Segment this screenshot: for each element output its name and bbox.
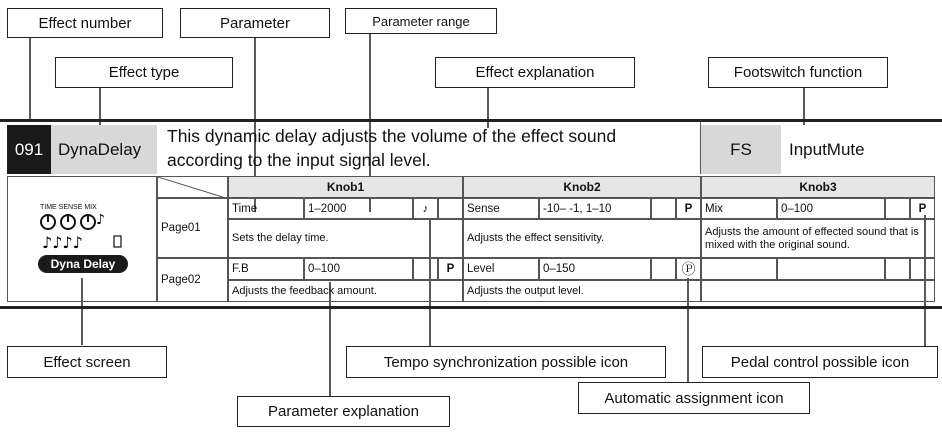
effect-type: DynaDelay (51, 125, 157, 174)
pedal-control-icon: P (910, 198, 935, 219)
callout-effect-number: Effect number (7, 8, 163, 38)
callout-pedal-control-icon: Pedal control possible icon (702, 346, 938, 378)
knob2-header: Knob2 (463, 176, 701, 198)
callout-footswitch-function: Footswitch function (708, 57, 888, 88)
tempo-sync-flag (413, 258, 438, 280)
tempo-sync-flag (651, 198, 676, 219)
parameter-name: Level (463, 258, 539, 280)
svg-text:♪: ♪ (96, 212, 105, 228)
screen-knob-labels: TIME SENSE MIX (40, 204, 97, 211)
parameter-range (777, 258, 885, 280)
parameter-explanation: Adjusts the amount of effected sound that is mixed with the original sound. (701, 219, 935, 258)
pedal-control-icon: P (676, 198, 701, 219)
callout-parameter-range: Parameter range (345, 8, 497, 34)
parameter-explanation: Adjusts the output level. (463, 280, 701, 302)
pedal-control-flag (438, 198, 463, 219)
tempo-sync-flag (885, 198, 910, 219)
parameter-name: Mix (701, 198, 777, 219)
knob3-header: Knob3 (701, 176, 935, 198)
effect-screen (38, 204, 132, 276)
svg-text:♪♪♪♪: ♪♪♪♪ (42, 233, 83, 252)
automatic-assignment-icon: Ⓟ (676, 258, 701, 280)
parameter-range: -10– -1, 1–10 (539, 198, 651, 219)
parameter-explanation: Adjusts the effect sensitivity. (463, 219, 701, 258)
parameter-range: 0–150 (539, 258, 651, 280)
screen-name-label: Dyna Delay (38, 255, 128, 273)
effect-screen-cell (7, 176, 157, 302)
parameter-range: 0–100 (304, 258, 413, 280)
table-bottom-rule (0, 306, 942, 309)
parameter-explanation (701, 280, 935, 302)
callout-automatic-assignment-icon: Automatic assignment icon (578, 382, 810, 414)
tempo-sync-flag (651, 258, 676, 280)
parameter-name: Sense (463, 198, 539, 219)
parameter-range: 0–100 (777, 198, 885, 219)
parameter-explanation: Adjusts the feedback amount. (228, 280, 463, 302)
screen-knobs-icon (38, 212, 132, 254)
effect-explanation: This dynamic delay adjusts the volume of the effect sound according to the input signal level. (163, 122, 701, 174)
parameter-name: Time (228, 198, 304, 219)
knob1-header: Knob1 (228, 176, 463, 198)
fs-label: FS (701, 125, 781, 174)
page-label: Page01 (157, 198, 228, 258)
parameter-range: 1–2000 (304, 198, 413, 219)
parameter-explanation: Sets the delay time. (228, 219, 463, 258)
callout-effect-explanation: Effect explanation (435, 57, 635, 88)
callout-effect-screen: Effect screen (7, 346, 167, 378)
table-corner (157, 176, 228, 198)
page-label: Page02 (157, 258, 228, 302)
callout-parameter: Parameter (180, 8, 330, 38)
callout-parameter-explanation: Parameter explanation (237, 396, 450, 427)
effect-number: 091 (7, 125, 51, 174)
parameter-name (701, 258, 777, 280)
parameter-table (157, 176, 935, 302)
tempo-sync-flag (885, 258, 910, 280)
parameter-name: F.B (228, 258, 304, 280)
pedal-control-icon: P (438, 258, 463, 280)
tempo-sync-icon: ♪ (413, 198, 438, 219)
callout-tempo-sync-icon: Tempo synchronization possible icon (346, 346, 666, 378)
pedal-control-flag (910, 258, 935, 280)
callout-effect-type: Effect type (55, 57, 233, 88)
footswitch-function: InputMute (789, 139, 865, 159)
